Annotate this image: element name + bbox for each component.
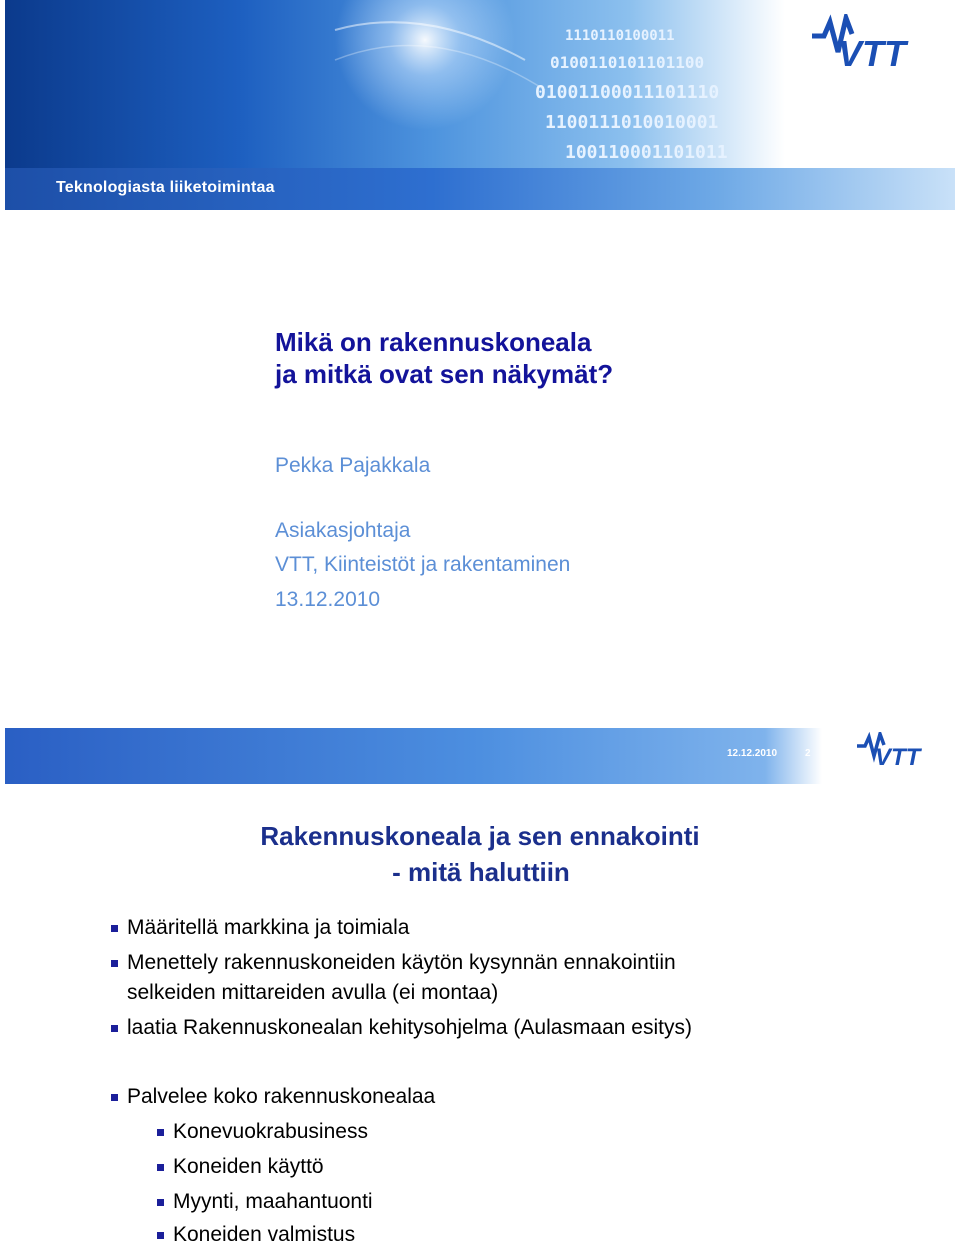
sub-bullet-item: Konevuokrabusiness	[173, 1120, 368, 1143]
slide1-title-line1: Mikä on rakennuskoneala	[275, 327, 592, 357]
banner-digital-art	[5, 0, 785, 168]
bullet-square-icon	[111, 1094, 118, 1101]
slide1-title	[275, 326, 613, 390]
bullet-square-icon	[157, 1199, 164, 1206]
binary-row: 1100111010010001	[545, 112, 719, 133]
vtt-logo-icon	[855, 732, 945, 768]
bullet-square-icon	[111, 1025, 118, 1032]
bullet-square-icon	[157, 1164, 164, 1171]
presentation-date: 13.12.2010	[275, 588, 381, 611]
slide2-title-line1: Rakennuskoneala ja sen ennakointi	[260, 821, 700, 851]
binary-row: 1110110100011	[565, 28, 675, 44]
sub-bullet-item: Koneiden valmistus	[173, 1223, 356, 1246]
vtt-logo-text: VTT	[838, 33, 906, 70]
sub-bullet-item: Myynti, maahantuonti	[173, 1190, 373, 1213]
presenter-role: Asiakasjohtaja	[275, 519, 411, 542]
slide2-header-date: 12.12.2010	[727, 748, 778, 759]
slide2-title-line2: - mitä haluttiin	[392, 857, 570, 887]
binary-row: 0100110101101100	[550, 53, 705, 72]
presenter-organization: VTT, Kiinteistöt ja rakentaminen	[275, 553, 571, 576]
bullet-item: laatia Rakennuskonealan kehitysohjelma (Aulasmaan esitys)	[127, 1016, 692, 1039]
vtt-logo-icon	[808, 14, 943, 70]
bullet-square-icon	[111, 960, 118, 967]
vtt-logo-text: VTT	[875, 744, 921, 768]
binary-row: 01001100011101110	[535, 82, 720, 103]
slide2-header-bar	[5, 728, 955, 784]
bullet-item-continuation: selkeiden mittareiden avulla (ei montaa)	[127, 981, 499, 1004]
bullet-square-icon	[157, 1232, 164, 1239]
presenter-name: Pekka Pajakkala	[275, 454, 431, 477]
binary-pattern	[5, 0, 785, 168]
bullet-square-icon	[111, 925, 118, 932]
bullet-square-icon	[157, 1129, 164, 1136]
bullet-item: Palvelee koko rakennuskonealaa	[127, 1085, 436, 1108]
slide2-title	[0, 818, 960, 890]
bullet-item: Menettely rakennuskoneiden käytön kysynnän ennakointiin	[127, 951, 676, 974]
slide1-title-line2: ja mitkä ovat sen näkymät?	[275, 359, 614, 389]
binary-row: 100110001101011	[565, 142, 728, 163]
bullet-item: Määritellä markkina ja toimiala	[127, 916, 410, 939]
sub-bullet-item: Koneiden käyttö	[173, 1155, 324, 1178]
slide2-page-number: 2	[805, 748, 811, 759]
tagline: Teknologiasta liiketoimintaa	[56, 179, 275, 196]
